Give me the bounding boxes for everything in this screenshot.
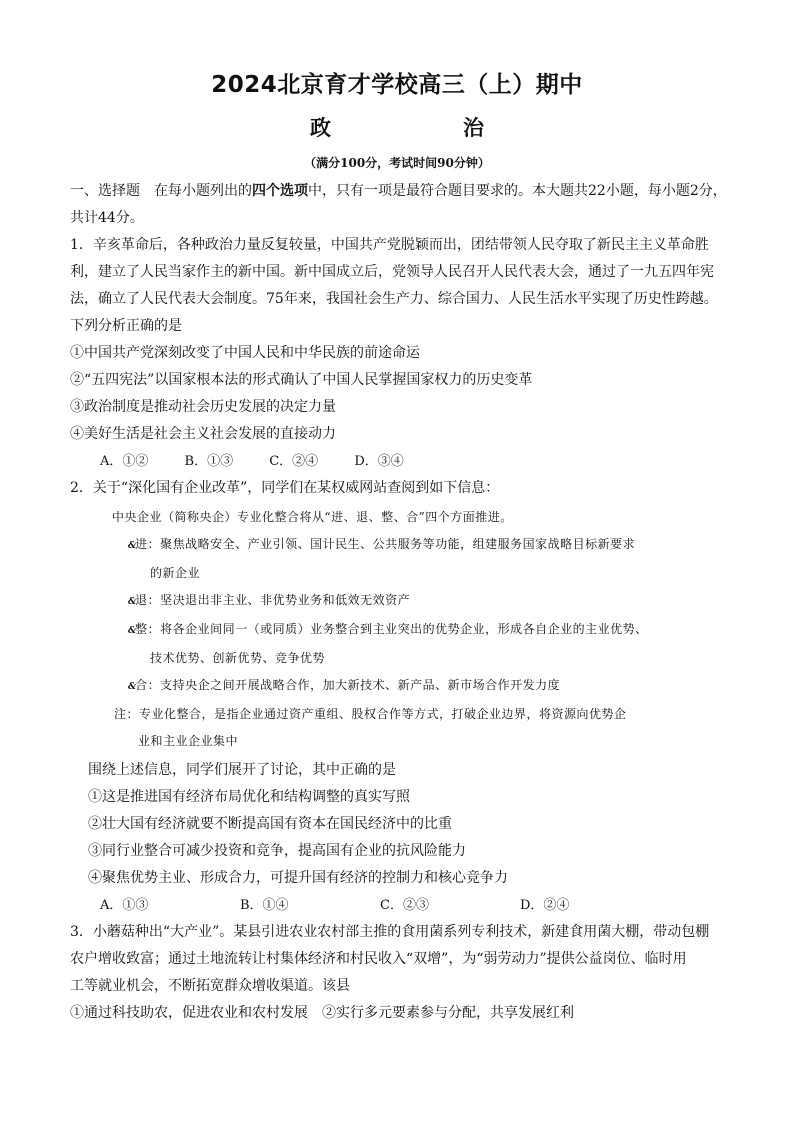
section-instructions <box>70 178 730 205</box>
subject-title: 政 治 <box>310 116 514 140</box>
q1-item: ②“五四宪法”以国家根本法的形式确认了中国人民掌握国家权力的历史变革 <box>70 372 533 388</box>
q2-box-zheng-text: 整：将各企业间同一（或同质）业务整合到主业突出的优势企业，形成各自企业的主业优势、 <box>135 622 648 636</box>
q2-item: ③同行业整合可减少投资和竞争，提高国有企业的抗风险能力 <box>88 843 466 859</box>
q2-item: ②壮大国有经济就要不断提高国有资本在国民经济中的比重 <box>88 816 452 832</box>
q2-box-intro: 中央企业（简称央企）专业化整合将从“进、退、整、合”四个方面推进。 <box>112 510 513 524</box>
bullet-marker-icon: & <box>128 541 136 551</box>
score-info: （满分100分，考试时间90分钟） <box>304 156 490 170</box>
section-instructions-a: 一、选择题 在每小题列出的 <box>70 183 252 199</box>
q1-stem-line: 下列分析正确的是 <box>70 318 182 334</box>
q1-item: ③政治制度是推动社会历史发展的决定力量 <box>70 399 336 415</box>
q2-box-jin-text: 进：聚焦战略安全、产业引领、国计民生、公共服务等功能，组建服务国家战略目标新要求 <box>135 537 636 551</box>
q1-option-c[interactable]: C．②④ <box>269 454 319 469</box>
q3-stem-line: 3．小蘑菇种出“大产业”。某县引进农业农村部主推的食用菌系列专利技术，新建食用菌大棚，带动包棚 <box>70 924 710 940</box>
q2-box-zheng <box>112 616 730 645</box>
q2-box-zheng-cont: 技术优势、创新优势、竞争优势 <box>150 651 326 665</box>
q2-box-he-text: 合：支持央企之间开展战略合作，加大新技术、新产品、新市场合作开发力度 <box>135 678 561 692</box>
q2-info-box <box>70 504 730 755</box>
q1-option-a[interactable]: A．①② <box>100 454 149 469</box>
exam-content <box>70 178 730 1027</box>
q2-option-a[interactable]: A．①③ <box>100 898 149 913</box>
q2-box-he <box>112 672 730 701</box>
q3-stem-line: 农户增收致富；通过土地流转让村集体经济和村民收入“双增”，为“弱劳动力”提供公益岗位、临时用 <box>70 951 687 967</box>
q1-item: ④美好生活是社会主义社会发展的直接动力 <box>70 426 336 442</box>
q2-box-tui <box>112 587 730 616</box>
q2-options <box>70 892 730 919</box>
exam-title: 2024北京育才学校高三（上）期中 <box>211 72 583 98</box>
q2-item: ①这是推进国有经济布局优化和结构调整的真实写照 <box>88 789 410 805</box>
section-instructions-c: 中，只有一项是最符合题目要求的。本大题共22小题，每小题2分， <box>308 183 727 199</box>
q1-stem-line: 1．辛亥革命后，各种政治力量反复较量，中国共产党脱颖而出，团结带领人民夺取了新民主主义革命胜 <box>70 237 709 253</box>
q2-box-tui-text: 退：坚决退出非主业、非优势业务和低效无效资产 <box>135 593 411 607</box>
q2-stem: 2．关于“深化国有企业改革”，同学们在某权威网站查阅到如下信息： <box>70 480 500 496</box>
section-instructions-line2: 共计44分。 <box>70 210 144 226</box>
question-2 <box>70 475 730 919</box>
q1-stem-line: 利，建立了人民当家作主的新中国。新中国成立后，党领导人民召开人民代表大会，通过了一九五四年宪 <box>70 264 714 280</box>
q2-item: ④聚焦优势主业、形成合力，可提升国有经济的控制力和核心竞争力 <box>88 870 508 886</box>
bullet-marker-icon: & <box>128 597 136 607</box>
section-instructions-bold: 四个选项 <box>252 183 308 199</box>
q1-item: ①中国共产党深刻改变了中国人民和中华民族的前途命运 <box>70 345 420 361</box>
q1-options <box>70 448 730 475</box>
q1-option-d[interactable]: D．③④ <box>354 454 404 469</box>
q2-box-note: 注：专业化整合，是指企业通过资产重组、股权合作等方式，打破企业边界，将资源向优势企 <box>114 707 627 721</box>
q1-stem-line: 法，确立了人民代表大会制度。75年来，我国社会生产力、综合国力、人民生活水平实现了历史性跨越。 <box>70 291 718 307</box>
bullet-marker-icon: & <box>128 626 136 636</box>
q3-stem-line: 工等就业机会，不断拓宽群众增收渠道。该县 <box>70 978 350 994</box>
q3-items: ①通过科技助农，促进农业和农村发展 ②实行多元要素参与分配，共享发展红利 <box>70 1005 574 1021</box>
q2-option-c[interactable]: C．②③ <box>380 898 429 913</box>
bullet-marker-icon: & <box>128 682 136 692</box>
question-1 <box>70 232 730 475</box>
q2-box-note-cont: 业和主业企业集中 <box>138 734 239 748</box>
q2-box-jin <box>112 531 730 560</box>
question-3 <box>70 919 730 1027</box>
q2-option-b[interactable]: B．①④ <box>240 898 289 913</box>
q2-option-d[interactable]: D．②④ <box>520 898 570 913</box>
q2-box-jin-cont: 的新企业 <box>150 566 201 580</box>
q2-prompt: 围绕上述信息，同学们展开了讨论，其中正确的是 <box>88 762 396 778</box>
q1-option-b[interactable]: B．①③ <box>184 454 234 469</box>
